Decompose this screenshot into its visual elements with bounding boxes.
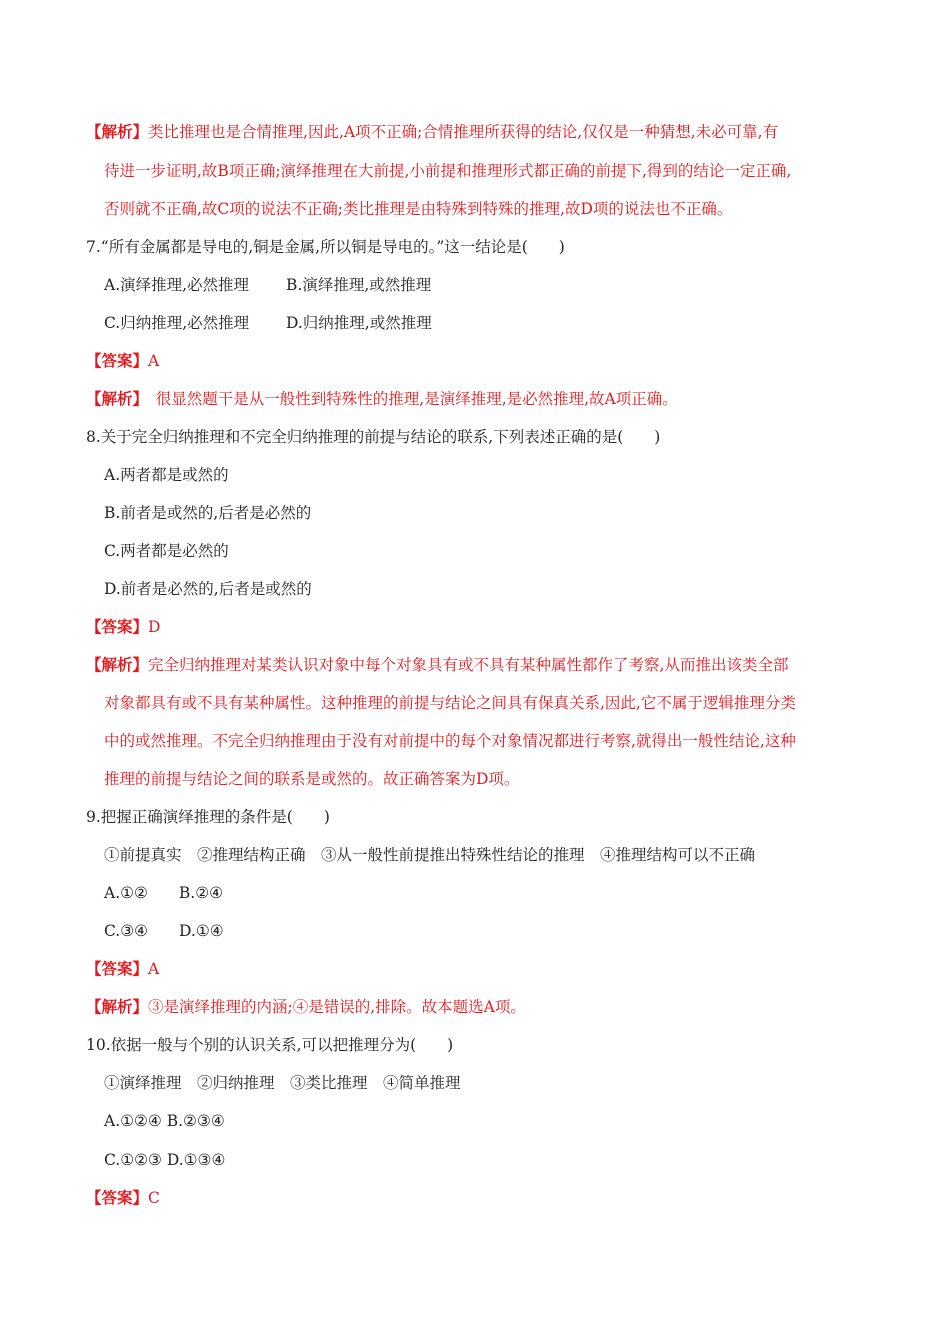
- answer-tag: 【答案】: [86, 959, 149, 978]
- q10-options-ab: A.①②④ B.②③④: [104, 1112, 225, 1130]
- q6-analysis-line-1: 【解析】类比推理也是合情推理,因此,A项不正确;合情推理所获得的结论,仅仅是一种猜想,未必可靠,有: [86, 122, 779, 141]
- q10-answer: 【答案】C: [86, 1188, 160, 1207]
- q10-options-cd: C.①②③ D.①③④: [104, 1151, 226, 1169]
- q6-analysis-line-2: 待进一步证明,故B项正确;演绎推理在大前提,小前提和推理形式都正确的前提下,得到的结论一定正确,: [104, 162, 792, 180]
- q8-analysis-line-3: 中的或然推理。不完全归纳推理由于没有对前提中的每个对象情况都进行考察,就得出一般性结论,这种: [104, 732, 796, 750]
- analysis-tag: 【解析】: [86, 389, 141, 408]
- q8-answer: 【答案】D: [86, 617, 161, 636]
- q10-items: ①演绎推理 ②归纳推理 ③类比推理 ④简单推理: [104, 1074, 461, 1092]
- q8-option-a: A.两者都是或然的: [104, 466, 229, 484]
- q7-answer: 【答案】A: [86, 351, 160, 370]
- q6-analysis-line-3: 否则就不正确,故C项的说法不正确;类比推理是由特殊到特殊的推理,故D项的说法也不正确。: [104, 200, 733, 218]
- analysis-tag: 【解析】: [86, 122, 149, 141]
- q8-analysis-line-4: 推理的前提与结论之间的联系是或然的。故正确答案为D项。: [104, 770, 520, 788]
- q9-options-cd: C.③④ D.①④: [104, 922, 224, 940]
- q8-option-d: D.前者是必然的,后者是或然的: [104, 580, 312, 598]
- q9-answer: 【答案】A: [86, 959, 160, 978]
- answer-tag: 【答案】: [86, 1188, 149, 1207]
- q8-option-b: B.前者是或然的,后者是必然的: [104, 504, 312, 522]
- q8-stem: 8.关于完全归纳推理和不完全归纳推理的前提与结论的联系,下列表述正确的是( ): [86, 428, 661, 446]
- answer-tag: 【答案】: [86, 351, 149, 370]
- analysis-tag: 【解析】: [86, 997, 149, 1016]
- q7-analysis: 【解析】 很显然题干是从一般性到特殊性的推理,是演绎推理,是必然推理,故A项正确。: [86, 389, 678, 408]
- q10-stem: 10.依据一般与个别的认识关系,可以把推理分为( ): [86, 1036, 454, 1054]
- q7-stem: 7.“所有金属都是导电的,铜是金属,所以铜是导电的。”这一结论是( ): [86, 238, 565, 256]
- q9-options-ab: A.①② B.②④: [104, 884, 224, 902]
- q8-analysis-line-2: 对象都具有或不具有某种属性。这种推理的前提与结论之间具有保真关系,因此,它不属于逻辑推理分类: [104, 694, 796, 712]
- q7-option-d: D.归纳推理,或然推理: [286, 314, 432, 332]
- q9-items: ①前提真实 ②推理结构正确 ③从一般性前提推出特殊性结论的推理 ④推理结构可以不正确: [104, 846, 756, 864]
- analysis-tag: 【解析】: [86, 655, 149, 674]
- q7-option-c: C.归纳推理,必然推理: [104, 314, 250, 332]
- q8-analysis-line-1: 【解析】完全归纳推理对某类认识对象中每个对象具有或不具有某种属性都作了考察,从而推出该类全部: [86, 655, 789, 674]
- q7-option-b: B.演绎推理,或然推理: [286, 276, 432, 294]
- q7-option-a: A.演绎推理,必然推理: [104, 276, 250, 294]
- answer-tag: 【答案】: [86, 617, 149, 636]
- q8-option-c: C.两者都是必然的: [104, 542, 229, 560]
- q9-stem: 9.把握正确演绎推理的条件是( ): [86, 808, 330, 826]
- q9-analysis: 【解析】③是演绎推理的内涵;④是错误的,排除。故本题选A项。: [86, 997, 526, 1016]
